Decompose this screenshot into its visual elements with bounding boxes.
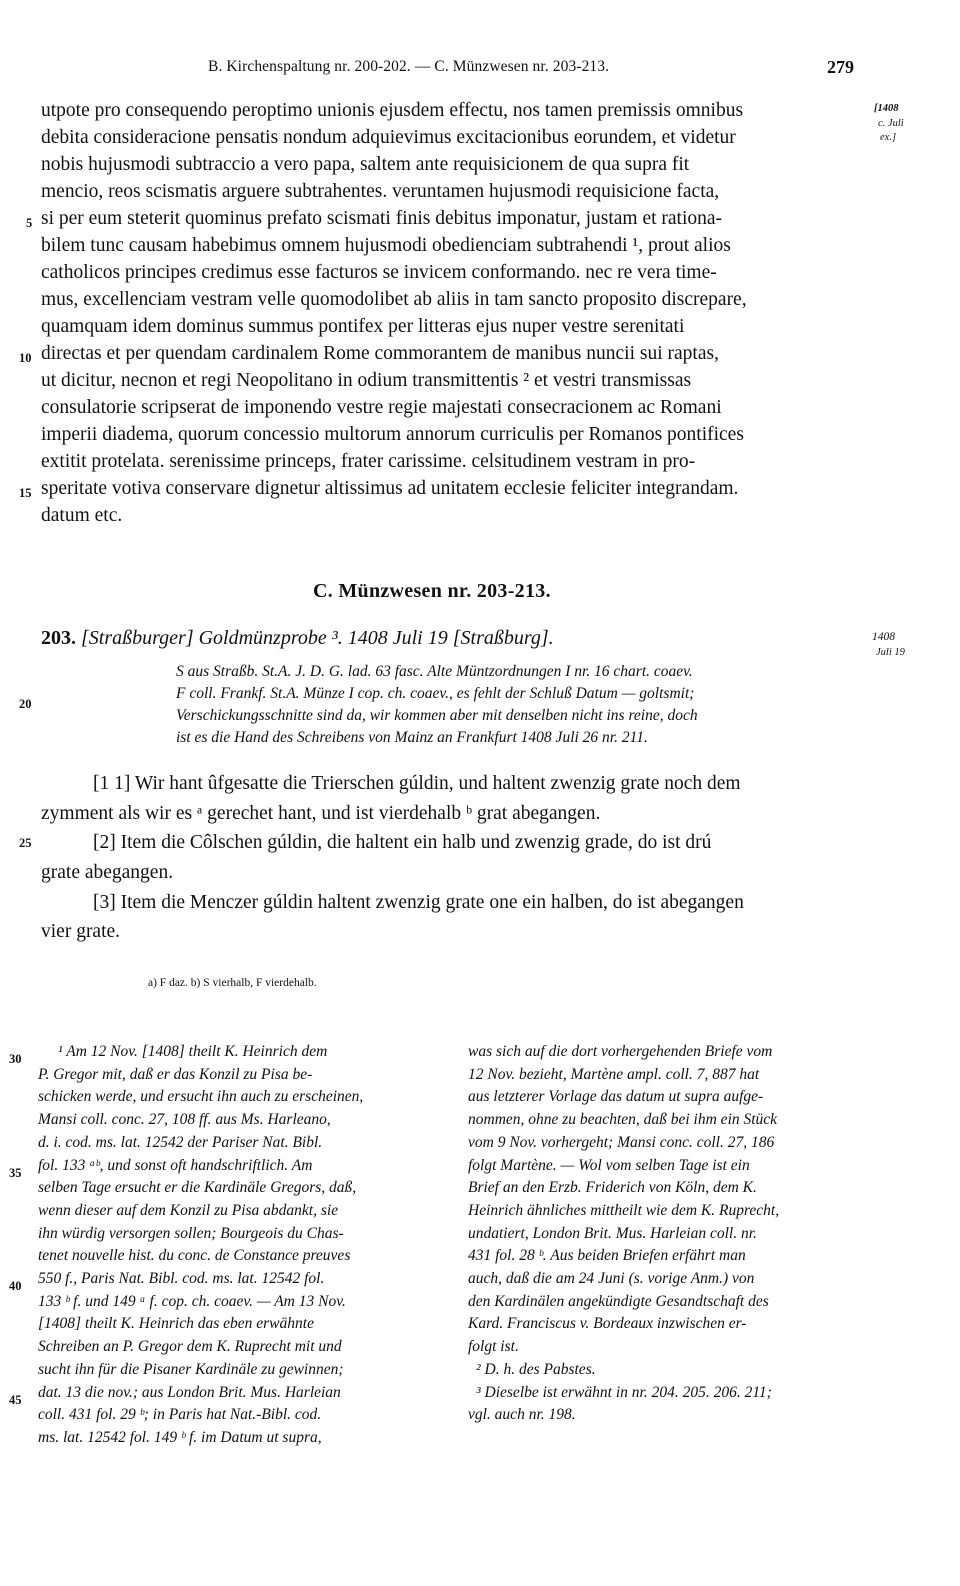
footnote-line: ms. lat. 12542 fol. 149 ᵇ f. im Datum ut supra, bbox=[38, 1428, 322, 1446]
text-line: mus, excellenciam vestram velle quomodolibet ab aliis in tam sancto proposito discrepare, bbox=[41, 289, 747, 310]
footnote-line: was sich auf die dort vorhergehenden Briefe vom bbox=[468, 1043, 773, 1060]
line-number: 30 bbox=[9, 1052, 22, 1066]
footnote-line: Schreiben an P. Gregor dem K. Ruprecht mit und bbox=[38, 1338, 342, 1356]
footnote-line: coll. 431 fol. 29 ᵇ; in Paris hat Nat.-Bibl. cod. bbox=[38, 1406, 322, 1424]
margin-date-top bbox=[874, 104, 914, 144]
text-line: zymment als wir es ᵃ gerechet hant, und ist vierdehalb ᵇ grat abegangen. bbox=[41, 803, 601, 824]
footnote-line: ³ Dieselbe ist erwähnt in nr. 204. 205. 206. 211; bbox=[476, 1383, 772, 1401]
line-number: 25 bbox=[19, 836, 32, 850]
line-number: 40 bbox=[9, 1279, 22, 1293]
footnote-line: Brief an den Erzb. Friderich von Köln, dem K. bbox=[468, 1179, 757, 1197]
margin-date-month: c. Juli bbox=[878, 117, 904, 129]
source-line: ist es die Hand des Schreibens von Mainz an Frankfurt 1408 Juli 26 nr. 211. bbox=[176, 729, 648, 746]
section-heading: C. Münzwesen nr. 203-213. bbox=[313, 580, 551, 602]
margin-date-end: ex.] bbox=[880, 132, 897, 143]
line-number: 10 bbox=[19, 351, 32, 365]
footnote-line: sucht ihn für die Pisaner Kardinäle zu gewinnen; bbox=[38, 1360, 344, 1378]
footnote-line: nommen, ohne zu beachten, daß bei ihm ein Stück bbox=[468, 1111, 778, 1129]
footnote-line: tenet nouvelle hist. du conc. de Constance preuves bbox=[38, 1247, 351, 1265]
footnote-line: 133 ᵇ f. und 149 ᵃ f. cop. ch. coaev. — Am 13 Nov. bbox=[38, 1292, 346, 1310]
margin-date-year: [1408 bbox=[874, 103, 899, 114]
footnote-line: aus letzterer Vorlage das datum ut supra aufge- bbox=[468, 1088, 764, 1106]
footnote-line: 12 Nov. bezieht, Martène ampl. coll. 7, 887 hat bbox=[468, 1065, 760, 1083]
footnote-line: [1408] theilt K. Heinrich das eben erwähnte bbox=[38, 1315, 314, 1333]
footnote-line: folgt Martène. — Wol vom selben Tage ist ein bbox=[468, 1156, 750, 1174]
footnote-line: fol. 133 ᵃᵇ, und sonst oft handschriftlich. Am bbox=[38, 1156, 313, 1174]
document-margin-day: Juli 19 bbox=[876, 646, 905, 658]
footnote-line: schicken werde, und ersucht ihn auch zu erscheinen, bbox=[38, 1088, 364, 1106]
footnote-line: dat. 13 die nov.; aus London Brit. Mus. Harleian bbox=[38, 1383, 341, 1401]
text-line: [3] Item die Menczer gúldin haltent zwenzig grate one ein halben, do ist abegangen bbox=[93, 892, 744, 913]
footnote-line: auch, daß die am 24 Juni (s. vorige Anm.) von bbox=[468, 1270, 755, 1287]
source-line: F coll. Frankf. St.A. Münze I cop. ch. coaev., es fehlt der Schluß Datum — goltsmit; bbox=[176, 685, 695, 702]
text-line: debita consideracione pensatis nondum adquievimus excitacionibus eorundem, et videtur bbox=[41, 127, 736, 148]
footnote-line: selben Tage ersucht er die Kardinäle Gregors, daß, bbox=[38, 1179, 357, 1197]
footnote-line: Heinrich ähnliches mittheilt wie dem K. Ruprecht, bbox=[468, 1201, 780, 1219]
document-heading bbox=[41, 627, 554, 650]
footnote-line: Mansi coll. conc. 27, 108 ff. aus Ms. Harleano, bbox=[38, 1111, 331, 1129]
text-line: datum etc. bbox=[41, 505, 123, 526]
text-line: nobis hujusmodi subtraccio a vero papa, saltem ante requisicionem de qua supra fit bbox=[41, 154, 690, 175]
text-line: directas et per quendam cardinalem Rome commorantem de manibus nuncii sui raptas, bbox=[41, 343, 719, 364]
text-line: [1 1] Wir hant ûfgesatte die Trierschen gúldin, und haltent zwenzig grate noch dem bbox=[93, 773, 741, 794]
text-line: si per eum steterit quominus prefato scismati finis debitus imponatur, justam et rationa- bbox=[41, 208, 723, 229]
document-margin-year: 1408 bbox=[872, 631, 895, 643]
footnote-line: P. Gregor mit, daß er das Konzil zu Pisa be- bbox=[38, 1065, 313, 1083]
footnote-line: undatiert, London Brit. Mus. Harleian coll. nr. bbox=[468, 1224, 757, 1242]
text-line: quamquam idem dominus summus pontifex per litteras ejus nuper vestre serenitati bbox=[41, 316, 685, 337]
footnote-line: wenn dieser auf dem Konzil zu Pisa abdankt, sie bbox=[38, 1201, 339, 1219]
footnote-line: vom 9 Nov. vorhergeht; Mansi conc. coll. 27, 186 bbox=[468, 1133, 775, 1151]
document-number: 203. bbox=[41, 627, 76, 649]
document-margin-date bbox=[872, 632, 918, 658]
footnote-line: den Kardinälen angekündigte Gesandtschaft des bbox=[468, 1292, 769, 1310]
text-line: mencio, reos scismatis arguere subtrahentes. veruntamen hujusmodi requisicione facta, bbox=[41, 181, 720, 202]
footnote-line: 431 fol. 28 ᵇ. Aus beiden Briefen erfährt man bbox=[468, 1247, 746, 1265]
line-number: 15 bbox=[19, 486, 32, 500]
text-line: grate abegangen. bbox=[41, 862, 174, 883]
line-number: 45 bbox=[9, 1393, 22, 1407]
text-line: ut dicitur, necnon et regi Neopolitano in odium transmittentis ² et vestri transmissas bbox=[41, 370, 692, 391]
page-number: 279 bbox=[827, 57, 854, 77]
footnote-line: ¹ Am 12 Nov. [1408] theilt K. Heinrich dem bbox=[58, 1043, 328, 1060]
text-line: consulatorie scripserat de imponendo vestre regie majestati consecracionem ac Romani bbox=[41, 397, 722, 418]
text-line: imperii diadema, quorum concessio multorum annorum curriculis per Romanos pontifices bbox=[41, 424, 744, 445]
text-line: utpote pro consequendo peroptimo unionis ejusdem effectu, nos tamen premissis omnibus bbox=[41, 100, 744, 121]
footnote-line: 550 f., Paris Nat. Bibl. cod. ms. lat. 12542 fol. bbox=[38, 1270, 325, 1287]
critical-apparatus: a) F daz. b) S vierhalb, F vierdehalb. bbox=[148, 977, 317, 989]
line-number: 35 bbox=[9, 1166, 22, 1180]
footnote-line: d. i. cod. ms. lat. 12542 der Pariser Nat. Bibl. bbox=[38, 1133, 323, 1151]
source-line: Verschickungsschnitte sind da, wir kommen aber mit denselben nicht ins reine, doch bbox=[176, 707, 698, 724]
footnote-line: folgt ist. bbox=[468, 1338, 519, 1356]
running-head: B. Kirchenspaltung nr. 200-202. — C. Münzwesen nr. 203-213. bbox=[208, 58, 610, 75]
text-line: vier grate. bbox=[41, 921, 121, 942]
text-line: speritate votiva conservare dignetur altissimus ad unitatem ecclesie feliciter integrandam. bbox=[41, 478, 739, 499]
footnote-line: vgl. auch nr. 198. bbox=[468, 1406, 576, 1424]
text-line: bilem tunc causam habebimus omnem hujusmodi obedienciam subtrahendi ¹, prout alios bbox=[41, 235, 731, 256]
line-number: 5 bbox=[26, 216, 33, 230]
text-line: catholicos principes credimus esse facturos se invicem conformando. nec re vera time- bbox=[41, 262, 717, 283]
text-line: [2] Item die Côlschen gúldin, die haltent ein halb und zwenzig grade, do ist drú bbox=[93, 832, 712, 853]
footnote-line: Kard. Franciscus v. Bordeaux inzwischen er- bbox=[468, 1315, 747, 1333]
source-line: S aus Straßb. St.A. J. D. G. lad. 63 fasc. Alte Müntzordnungen I nr. 16 chart. coaev. bbox=[176, 663, 693, 680]
footnote-line: ihn würdig versorgen sollen; Bourgeois du Chas- bbox=[38, 1224, 344, 1242]
document-title: [Straßburger] Goldmünzprobe ³. 1408 Juli 19 [Straßburg]. bbox=[76, 627, 554, 649]
footnote-line: ² D. h. des Pabstes. bbox=[476, 1360, 596, 1378]
line-number: 20 bbox=[19, 697, 32, 711]
text-line: extitit protelata. serenissime princeps, frater carissime. celsitudinem vestram in pro- bbox=[41, 451, 696, 472]
